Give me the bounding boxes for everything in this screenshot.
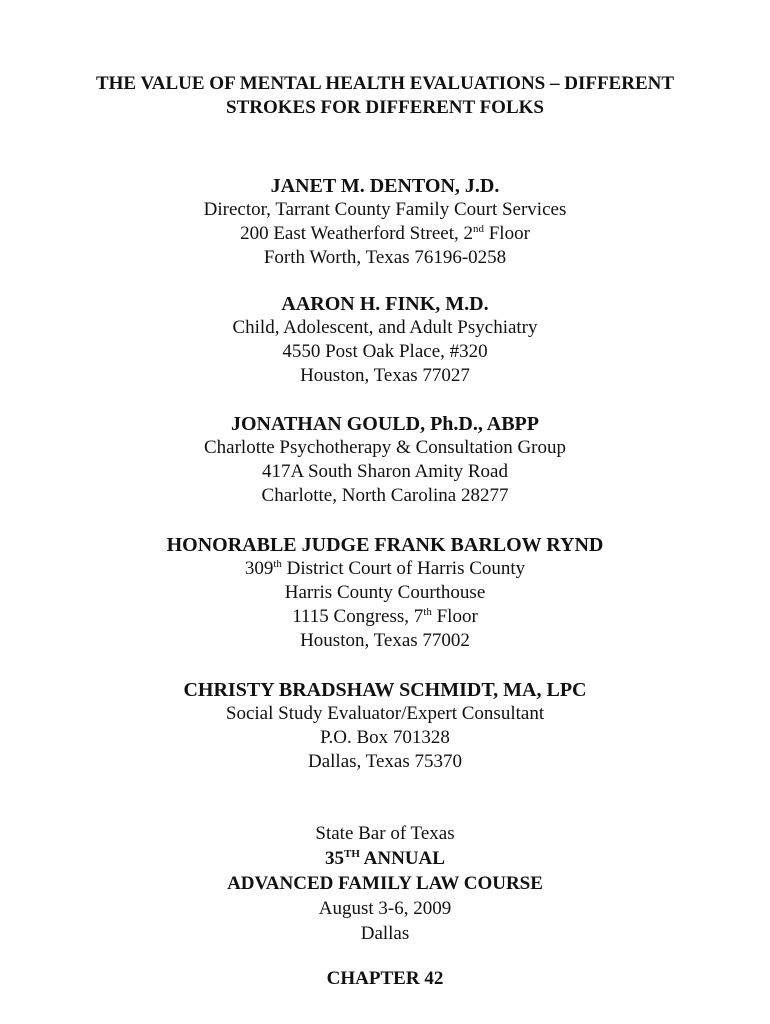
author-address-line: 4550 Post Oak Place, #320 [282,341,488,362]
author-city-line: Forth Worth, Texas 76196-0258 [263,247,507,268]
author-address-line: Harris County Courthouse [284,582,486,603]
title-line-1: THE VALUE OF MENTAL HEALTH EVALUATIONS – DIFFERENT [95,73,675,94]
author-city-line: Dallas, Texas 75370 [308,751,462,772]
author-block-fink [40,292,730,388]
author-title: 309th District Court of Harris County [244,558,526,579]
author-city-line: Houston, Texas 77027 [300,365,470,386]
author-name: CHRISTY BRADSHAW SCHMIDT, MA, LPC [183,679,587,701]
conference-edition: 35TH ANNUAL [325,848,445,869]
author-name: JONATHAN GOULD, Ph.D., ABPP [231,413,539,435]
conference-course: ADVANCED FAMILY LAW COURSE [227,873,543,894]
author-address-line: P.O. Box 701328 [320,727,450,748]
author-address-line: 200 East Weatherford Street, 2nd Floor [240,223,530,244]
author-name: AARON H. FINK, M.D. [281,293,489,315]
author-block-schmidt [40,678,730,774]
author-title: Director, Tarrant County Family Court Services [203,199,567,220]
author-address-line: 417A South Sharon Amity Road [262,461,508,482]
chapter-label: CHAPTER 42 [326,968,444,989]
conference-city: Dallas [360,923,410,944]
author-address-line-2: 1115 Congress, 7th Floor [292,606,478,627]
author-title: Child, Adolescent, and Adult Psychiatry [232,317,538,338]
document-title [40,72,730,120]
conference-org: State Bar of Texas [315,823,455,844]
author-name: JANET M. DENTON, J.D. [270,175,500,197]
author-block-gould [40,412,730,508]
author-block-rynd [40,533,730,653]
conference-dates: August 3-6, 2009 [318,898,452,919]
title-line-2: STROKES FOR DIFFERENT FOLKS [226,97,544,118]
conference-block [40,821,730,946]
author-city-line: Houston, Texas 77002 [300,630,470,651]
author-block-denton [40,174,730,270]
author-title: Charlotte Psychotherapy & Consultation Group [203,437,566,458]
author-name: HONORABLE JUDGE FRANK BARLOW RYND [166,534,604,556]
author-title: Social Study Evaluator/Expert Consultant [225,703,545,724]
author-city-line: Charlotte, North Carolina 28277 [261,485,509,506]
